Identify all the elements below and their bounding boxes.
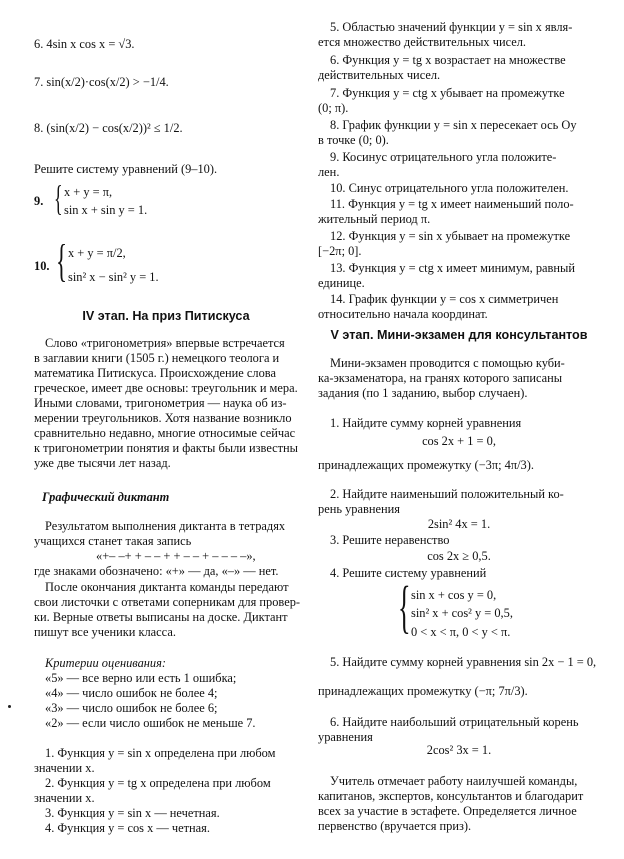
statement-line: 10. Синус отрицательного угла положителен.: [330, 181, 569, 195]
after-line: После окончания диктанта команды передают: [45, 580, 289, 594]
statement-line: жительный период π.: [318, 212, 431, 226]
brace-icon: {: [398, 574, 411, 639]
criteria-item: «2» — если число ошибок не меньше 7.: [45, 716, 256, 730]
stage4-line: греческое, имеет две основы: треугольник и мера.: [34, 381, 298, 395]
stage5-line: ка-экзаменатора, на гранях которого записаны: [318, 371, 563, 385]
task-5: 5. Найдите сумму корней уравнения sin 2x − 1 = 0,: [330, 655, 597, 669]
task-1-equation: cos 2x + 1 = 0,: [422, 434, 496, 448]
stage4-line: уже две тысячи лет назад.: [34, 456, 171, 470]
task-1-interval: принадлежащих промежутку (−3π; 4π/3).: [318, 458, 534, 472]
brace-icon: {: [54, 178, 63, 218]
statement-line: 1. Функция y = sin x определена при любом: [45, 746, 276, 760]
task-6-equation: 2cos² 3x = 1.: [426, 743, 492, 757]
statement-line: 3. Функция y = sin x — нечетная.: [45, 806, 220, 820]
statement-line: 4. Функция y = cos x — четная.: [45, 821, 210, 835]
task-3-inequality: cos 2x ≥ 0,5.: [427, 549, 491, 563]
dictation-record: «+– –+ + – – + + – – + – – – –»,: [96, 549, 256, 563]
statement-line: 6. Функция y = tg x возрастает на множестве: [330, 53, 566, 67]
task-1: 1. Найдите сумму корней уравнения: [330, 416, 522, 430]
brace-icon: {: [56, 235, 68, 286]
task-2-line: рень уравнения: [318, 502, 400, 516]
inequality-8: 8. (sin(x/2) − cos(x/2))² ≤ 1/2.: [34, 121, 183, 135]
task-5-interval: принадлежащих промежутку (−π; 7π/3).: [318, 684, 528, 698]
stage5-line: Мини-экзамен проводится с помощью куби-: [330, 356, 565, 370]
statement-line: ется множество действительных чисел.: [318, 35, 527, 49]
statement-line: относительно начала координат.: [318, 307, 488, 321]
closing-line: первенство (вручается приз).: [318, 819, 472, 833]
statement-line: 9. Косинус отрицательного угла положите-: [330, 150, 557, 164]
system-10-number: 10.: [34, 259, 50, 273]
dictation-line: Результатом выполнения диктанта в тетрадях: [45, 519, 286, 533]
inequality-7: 7. sin(x/2)·cos(x/2) > −1/4.: [34, 75, 169, 89]
system-9-number: 9.: [34, 194, 44, 208]
statement-line: (0; π).: [318, 101, 349, 115]
task-4-line2: sin² x + cos² y = 0,5,: [411, 606, 513, 620]
task-2-equation: 2sin² 4x = 1.: [427, 517, 491, 531]
system-9-line2: sin x + sin y = 1.: [64, 203, 148, 217]
statement-line: 11. Функция y = tg x имеет наименьший поло-: [330, 197, 574, 211]
task-4-line1: sin x + cos y = 0,: [411, 588, 497, 602]
closing-line: капитанов, экспертов, консультантов и благодарит: [318, 789, 584, 803]
statement-line: в точке (0; 0).: [318, 133, 389, 147]
stage4-line: к тригонометрии понятия и факты были известны: [34, 441, 299, 455]
dictation-title: Графический диктант: [42, 490, 170, 504]
task-2-line: 2. Найдите наименьший положительный ко-: [330, 487, 564, 501]
stage5-title: V этап. Мини-экзамен для консультантов: [330, 328, 588, 342]
system-9-line1: x + y = π,: [64, 185, 113, 199]
criteria-item: «3» — число ошибок не более 6;: [45, 701, 218, 715]
stage4-line: Слово «тригонометрия» впервые встречается: [45, 336, 285, 350]
statement-line: единице.: [318, 276, 365, 290]
task-6-line: 6. Найдите наибольший отрицательный корень: [330, 715, 579, 729]
system-intro: Решите систему уравнений (9–10).: [34, 162, 218, 176]
statement-line: 5. Областью значений функции y = sin x явля-: [330, 20, 573, 34]
statement-line: [−2π; 0].: [318, 244, 362, 258]
stage5-line: задания (по 1 заданию, выбор случаен).: [318, 386, 528, 400]
criteria-item: «4» — число ошибок не более 4;: [45, 686, 218, 700]
statement-line: 13. Функция y = ctg x имеет минимум, равный: [330, 261, 575, 275]
criteria-title: Критерии оценивания:: [45, 656, 167, 670]
legend-line: где знаками обозначено: «+» — да, «–» — нет.: [34, 564, 279, 578]
stage4-line: в заглавии книги (1505 г.) немецкого теолога и: [34, 351, 280, 365]
criteria-item: «5» — все верно или есть 1 ошибка;: [45, 671, 237, 685]
statement-line: 7. Функция y = ctg x убывает на промежутке: [330, 86, 565, 100]
statement-line: 12. Функция y = sin x убывает на промежутке: [330, 229, 571, 243]
after-line: ки. Верные ответы выписаны на доске. Диктант: [34, 610, 288, 624]
after-line: пишут все ученики класса.: [34, 625, 176, 639]
closing-line: Учитель отмечает работу наилучшей команды,: [330, 774, 578, 788]
statement-line: значении x.: [34, 761, 95, 775]
stage4-line: Иными словами, тригонометрия — наука об из-: [34, 396, 287, 410]
system-10-line1: x + y = π/2,: [68, 246, 126, 260]
system-10-line2: sin² x − sin² y = 1.: [68, 270, 159, 284]
task-4-line3: 0 < x < π, 0 < y < π.: [411, 625, 511, 639]
closing-line: всех за участие в эстафете. Определяется личное: [318, 804, 577, 818]
margin-dot: [8, 705, 11, 708]
statement-line: лен.: [318, 165, 340, 179]
stage4-line: мерении треугольников. Хотя название возникло: [34, 411, 292, 425]
equation-6: 6. 4sin x cos x = √3.: [34, 37, 135, 51]
task-4: 4. Решите систему уравнений: [330, 566, 487, 580]
stage4-title: IV этап. На приз Питискуса: [82, 309, 250, 323]
statement-line: 14. График функции y = cos x симметричен: [330, 292, 559, 306]
statement-line: 8. График функции y = sin x пересекает ось Oy: [330, 118, 577, 132]
after-line: свои листочки с ответами соперникам для провер-: [34, 595, 301, 609]
statement-line: 2. Функция y = tg x определена при любом: [45, 776, 271, 790]
statement-line: значении x.: [34, 791, 95, 805]
dictation-line: учащихся станет такая запись: [34, 534, 192, 548]
statement-line: действительных чисел.: [318, 68, 441, 82]
task-6-line: уравнения: [318, 730, 373, 744]
stage4-line: математика Питискуса. Происхождение слова: [34, 366, 276, 380]
task-3: 3. Решите неравенство: [330, 533, 450, 547]
stage4-line: сравнительно недавно, многие относимые сейчас: [34, 426, 296, 440]
